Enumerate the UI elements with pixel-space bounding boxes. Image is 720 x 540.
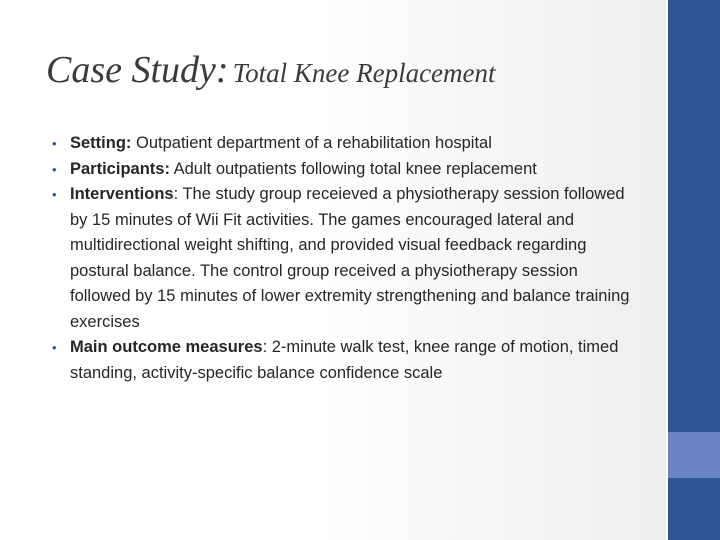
- sidebar-decoration: [666, 0, 720, 540]
- bullet-label: Participants:: [70, 159, 170, 178]
- bullet-dot-icon: •: [52, 340, 57, 355]
- bullet-text: : The study group receieved a physiotherapy session followed by 15 minutes of Wii Fit activities. The games encouraged lateral and multidirectional weight shifting, and provided visual feedback regarding postural balance. The control group received a physiotherapy session followed by 15 minutes of lower extremity strengthening and balance training exercises: [70, 185, 630, 331]
- bullet-label: Main outcome measures: [70, 338, 263, 356]
- bullet-text: Adult outpatients following total knee replacement: [169, 159, 537, 178]
- bullet-list: [52, 131, 642, 386]
- sidebar-accent-block: [668, 432, 720, 478]
- bullet-label: Setting:: [70, 134, 132, 152]
- bullet-text: : 2-minute walk test, knee range of motion, timed standing, activity-specific balance confidence scale: [70, 338, 619, 382]
- bullet-outcome-measures: [52, 335, 642, 386]
- bullet-dot-icon: •: [52, 187, 57, 202]
- bullet-dot-icon: •: [52, 161, 57, 177]
- slide-title: [46, 48, 496, 92]
- bullet-label: Interventions: [70, 185, 174, 203]
- bullet-participants: [52, 157, 642, 183]
- bullet-dot-icon: •: [52, 136, 57, 151]
- bullet-interventions: [52, 182, 642, 335]
- bullet-setting: [52, 131, 642, 157]
- title-main: Case Study:: [46, 49, 229, 91]
- title-sub: Total Knee Replacement: [232, 58, 496, 88]
- bullet-text: Outpatient department of a rehabilitation hospital: [131, 134, 492, 152]
